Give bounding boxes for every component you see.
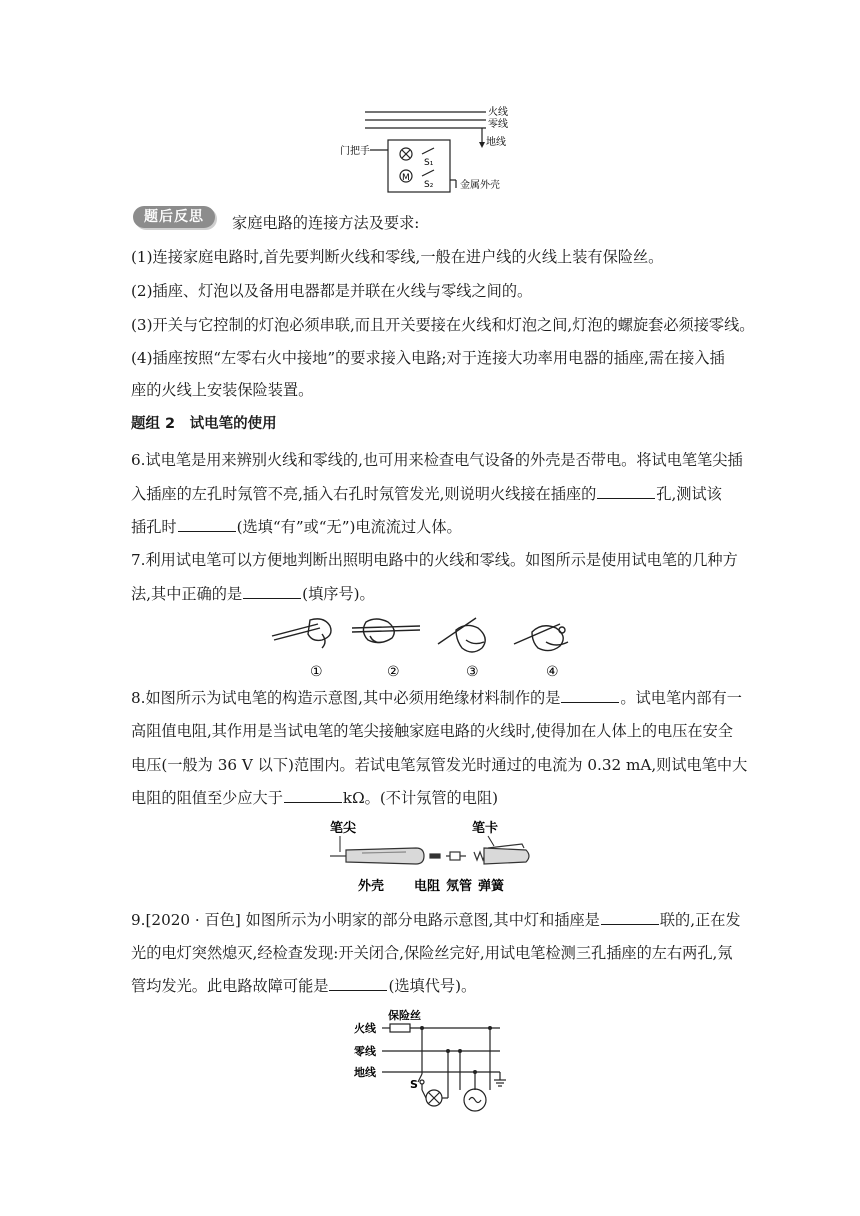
q8-fig-spring-label: 弹簧 — [478, 879, 505, 894]
q7-pen-methods-figure — [270, 614, 600, 680]
q8-pen-structure-figure — [326, 818, 536, 900]
q9-line-1 — [131, 910, 741, 930]
q6-line-3 — [131, 517, 462, 537]
q9-fig-neutral-label: 零线 — [354, 1045, 376, 1058]
q6-line-3-text-a: 插孔时 — [131, 518, 177, 536]
reflection-item-4: (4)插座按照“左零右火中接地”的要求接入电路;对于连接大功率用电器的插座,需在接入插 — [131, 349, 725, 367]
q8-line-1-text-b: 。试电笔内部有一 — [620, 689, 742, 707]
q7-line-2 — [131, 584, 375, 604]
reflection-item-4-cont: 座的火线上安装保险装置。 — [131, 381, 314, 399]
q8-fig-resistor-label: 电阻 — [414, 879, 441, 894]
q9-fig-live-label: 火线 — [354, 1022, 376, 1035]
q9-line-1-text-b: 联的,正在发 — [659, 911, 741, 929]
pen-method-1-image — [272, 619, 331, 648]
q9-line-3-text-b: (选填代号)。 — [388, 977, 477, 995]
q8-line-4-text-a: 电阻的阻值至少应大于 — [131, 789, 283, 807]
top-fig-ground-label: 地线 — [486, 137, 506, 148]
q8-line-4-text-b: kΩ。(不计氖管的电阻) — [342, 789, 499, 807]
q7-label-4: ④ — [546, 664, 559, 680]
q7-label-1: ① — [310, 664, 323, 680]
reflection-item-2: (2)插座、灯泡以及备用电器都是并联在火线与零线之间的。 — [131, 282, 533, 300]
q8-blank-1[interactable] — [561, 688, 619, 703]
pen-method-4-image — [514, 624, 568, 651]
top-fig-metal-shell-label: 金属外壳 — [460, 180, 500, 191]
top-fig-s2-label: S₂ — [424, 180, 434, 190]
q8-line-3: 电压(一般为 36 V 以下)范围内。若试电笔氖管发光时通过的电流为 0.32 mA,则试电笔中大 — [131, 756, 748, 774]
q9-fig-ground-label: 地线 — [354, 1066, 376, 1079]
reflection-item-1: (1)连接家庭电路时,首先要判断火线和零线,一般在进户线的火线上装有保险丝。 — [131, 248, 664, 266]
q8-fig-shell-label: 外壳 — [358, 879, 385, 894]
q6-line-2 — [131, 484, 722, 504]
pen-method-3-image — [438, 618, 485, 652]
q7-line-1: 7.利用试电笔可以方便地判断出照明电路中的火线和零线。如图所示是使用试电笔的几种方 — [131, 551, 738, 569]
q6-blank-1[interactable] — [597, 484, 655, 499]
q7-line-2-text-b: (填序号)。 — [302, 585, 375, 603]
q9-fig-switch-label: S — [410, 1078, 418, 1091]
q6-line-2-text-b: 孔,测试该 — [656, 485, 722, 503]
q7-label-3: ③ — [466, 664, 479, 680]
top-fig-live-label: 火线 — [488, 107, 508, 118]
top-fig-door-handle-label: 门把手 — [340, 146, 370, 157]
q7-blank[interactable] — [243, 584, 301, 599]
top-fig-motor-label: M — [402, 173, 410, 183]
q6-blank-2[interactable] — [178, 517, 236, 532]
q9-line-2: 光的电灯突然熄灭,经检查发现:开关闭合,保险丝完好,用试电笔检测三孔插座的左右两孔,氖 — [131, 944, 733, 962]
q9-blank-1[interactable] — [601, 910, 659, 925]
q8-blank-2[interactable] — [284, 788, 342, 803]
reflection-item-3: (3)开关与它控制的灯泡必须串联,而且开关要接在火线和灯泡之间,灯泡的螺旋套必须接零线。 — [131, 316, 755, 334]
q9-line-1-text-a: 9.[2020 · 百色] 如图所示为小明家的部分电路示意图,其中灯和插座是 — [131, 911, 600, 929]
q8-line-1-text-a: 8.如图所示为试电笔的构造示意图,其中必须用绝缘材料制作的是 — [131, 689, 561, 707]
top-fig-neutral-label: 零线 — [488, 119, 508, 130]
q8-fig-tip-label: 笔尖 — [330, 821, 357, 836]
q9-fig-fuse-label: 保险丝 — [388, 1009, 421, 1022]
q9-circuit-figure — [350, 1006, 520, 1118]
q6-line-3-text-b: (选填“有”或“无”)电流流过人体。 — [236, 518, 462, 536]
group2-heading: 题组 2 试电笔的使用 — [131, 416, 277, 432]
q7-line-2-text-a: 法,其中正确的是 — [131, 585, 243, 603]
q8-line-1 — [131, 688, 742, 708]
q6-line-2-text-a: 入插座的左孔时氖管不亮,插入右孔时氖管发光,则说明火线接在插座的 — [131, 485, 597, 503]
q7-label-2: ② — [387, 664, 400, 680]
pen-method-2-image — [352, 619, 420, 643]
top-circuit-figure — [340, 100, 520, 195]
q6-line-1: 6.试电笔是用来辨别火线和零线的,也可用来检查电气设备的外壳是否带电。将试电笔笔尖插 — [131, 451, 743, 469]
q8-fig-neon-label: 氖管 — [446, 879, 473, 894]
q8-line-4 — [131, 788, 498, 808]
q9-blank-2[interactable] — [329, 976, 387, 991]
q9-line-3 — [131, 976, 476, 996]
reflection-intro: 家庭电路的连接方法及要求: — [232, 214, 420, 232]
q8-line-2: 高阻值电阻,其作用是当试电笔的笔尖接触家庭电路的火线时,使得加在人体上的电压在安全 — [131, 722, 733, 740]
q8-fig-clip-label: 笔卡 — [472, 821, 499, 836]
reflection-badge: 题后反思 — [133, 206, 215, 228]
top-fig-s1-label: S₁ — [424, 158, 434, 168]
q9-line-3-text-a: 管均发光。此电路故障可能是 — [131, 977, 329, 995]
